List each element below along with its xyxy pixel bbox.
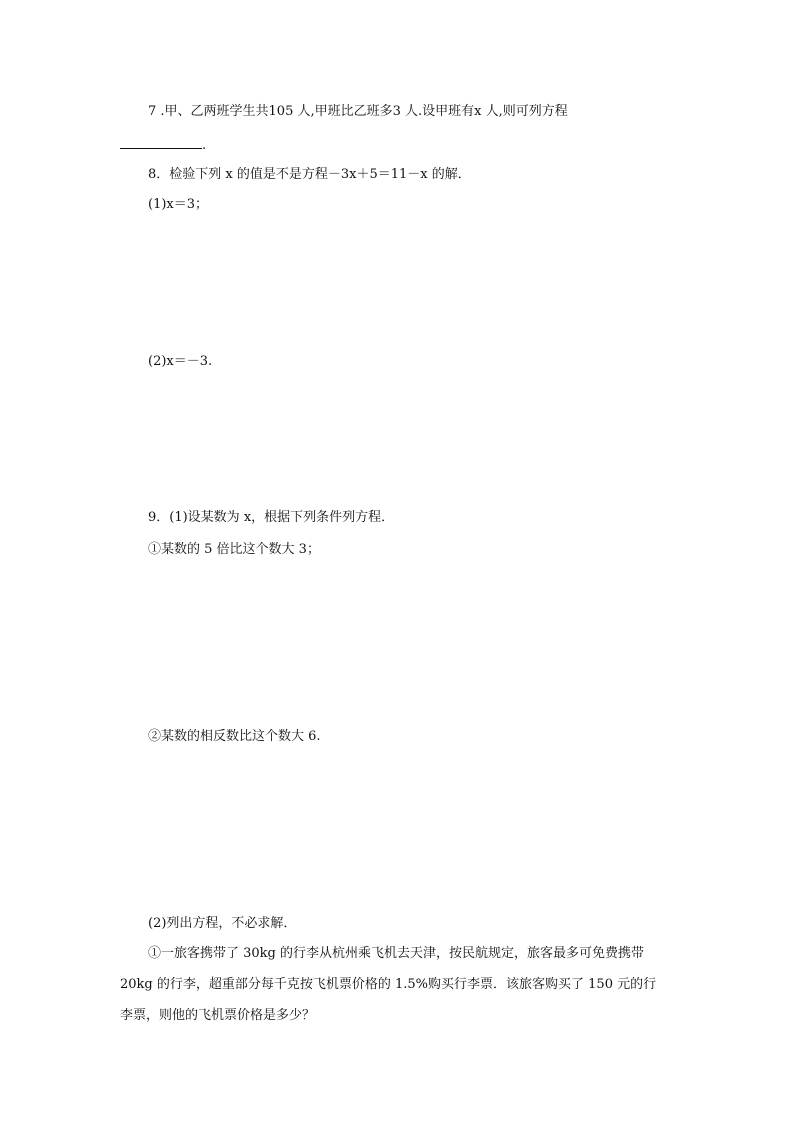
question-9-item-1: ①某数的 5 倍比这个数大 3； [148, 542, 320, 557]
question-9-stem: 9．(1)设某数为 x，根据下列条件列方程． [148, 510, 395, 525]
question-7-answer-line [120, 134, 206, 156]
question-8-stem: 8．检验下列 x 的值是不是方程－3x＋5＝11－x 的解． [148, 167, 471, 182]
question-9-item-2: ②某数的相反数比这个数大 6. [148, 729, 321, 744]
question-8-part-1: (1)x＝3； [148, 197, 209, 212]
question-9-part-2: (2)列出方程，不必求解． [148, 916, 297, 931]
problem-text-line-1: ①一旅客携带了 30kg 的行李从杭州乘飞机去天津，按民航规定，旅客最多可免费携带 [148, 946, 645, 961]
question-7-end: . [202, 138, 207, 153]
answer-blank[interactable] [120, 134, 202, 149]
question-8-part-2: (2)x＝－3. [148, 354, 213, 369]
problem-text-line-3: 李票，则他的飞机票价格是多少？ [120, 1008, 316, 1023]
question-7-text: 7 .甲、乙两班学生共105 人,甲班比乙班多3 人.设甲班有x 人,则可列方程 [148, 104, 568, 119]
problem-text-line-2: 20kg 的行李，超重部分每千克按飞机票价格的 1.5%购买行李票．该旅客购买了 150 元的行 [120, 977, 657, 992]
